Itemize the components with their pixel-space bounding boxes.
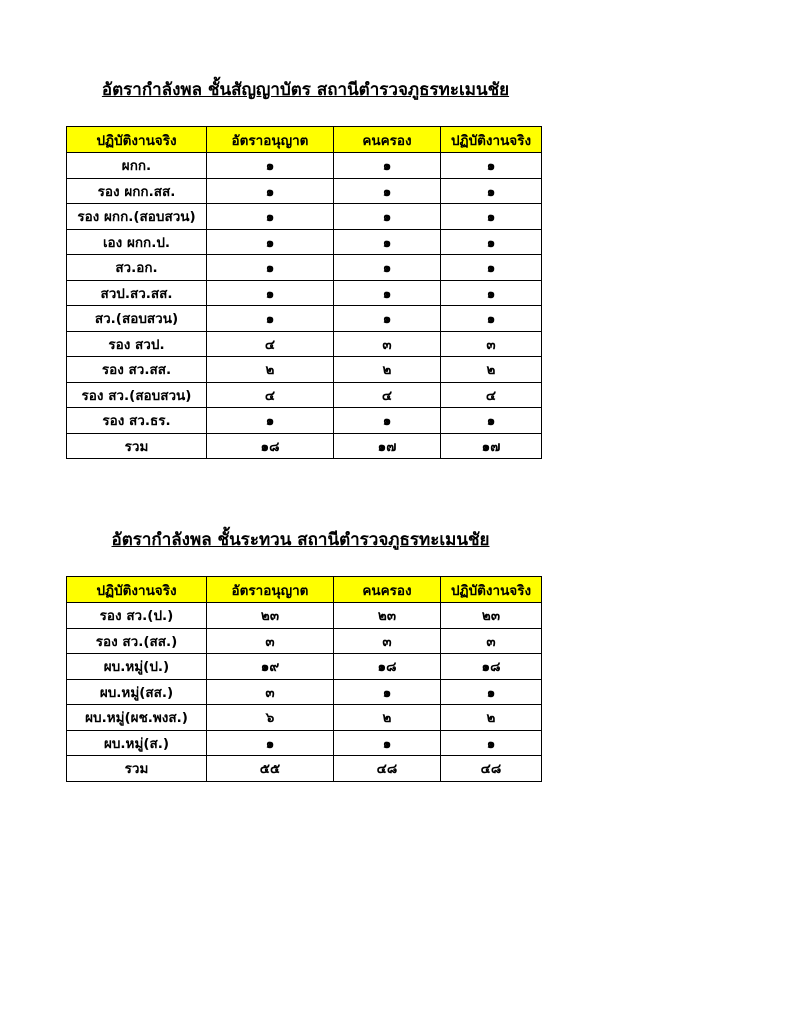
section2-title: อัตรากำลังพล ชั้นระทวน สถานีตำรวจภูธรทะเมนชัย xyxy=(111,530,490,550)
count-cell: ๑ xyxy=(441,153,542,179)
count-cell: ๔ xyxy=(334,382,441,408)
count-cell: ๔ xyxy=(441,382,542,408)
count-cell: ๓ xyxy=(334,628,441,654)
count-cell: ๑ xyxy=(334,178,441,204)
table-row xyxy=(67,178,542,204)
count-cell: ๑ xyxy=(334,204,441,230)
count-cell: ๑ xyxy=(441,178,542,204)
count-cell: ๑๗ xyxy=(441,433,542,459)
count-cell: ๑ xyxy=(334,255,441,281)
count-cell: ๑ xyxy=(207,178,334,204)
position-cell: ผบ.หมู่(สส.) xyxy=(67,679,207,705)
position-cell: รอง ผกก.(สอบสวน) xyxy=(67,204,207,230)
position-cell: รวม xyxy=(67,433,207,459)
table-row xyxy=(67,408,542,434)
column-header: คนครอง xyxy=(334,577,441,603)
column-header: ปฏิบัติงานจริง xyxy=(67,127,207,153)
position-cell: รอง สว.(สอบสวน) xyxy=(67,382,207,408)
section2-table xyxy=(66,576,542,782)
table-row xyxy=(67,255,542,281)
table-row xyxy=(67,382,542,408)
section1-table xyxy=(66,126,542,459)
count-cell: ๑ xyxy=(207,229,334,255)
count-cell: ๒ xyxy=(207,357,334,383)
count-cell: ๑ xyxy=(441,204,542,230)
count-cell: ๓ xyxy=(441,628,542,654)
count-cell: ๓ xyxy=(334,331,441,357)
column-header: ปฏิบัติงานจริง xyxy=(441,127,542,153)
count-cell: ๑๗ xyxy=(334,433,441,459)
count-cell: ๑ xyxy=(207,255,334,281)
count-cell: ๑ xyxy=(441,679,542,705)
count-cell: ๓ xyxy=(207,679,334,705)
count-cell: ๑๘ xyxy=(441,654,542,680)
column-header: ปฏิบัติงานจริง xyxy=(67,577,207,603)
position-cell: รอง ผกก.สส. xyxy=(67,178,207,204)
count-cell: ๓ xyxy=(207,628,334,654)
count-cell: ๑ xyxy=(441,408,542,434)
table-row xyxy=(67,280,542,306)
column-header: ปฏิบัติงานจริง xyxy=(441,577,542,603)
count-cell: ๑ xyxy=(334,280,441,306)
count-cell: ๑ xyxy=(207,730,334,756)
count-cell: ๑ xyxy=(334,408,441,434)
count-cell: ๑๙ xyxy=(207,654,334,680)
total-row xyxy=(67,756,542,782)
table-row xyxy=(67,357,542,383)
count-cell: ๒ xyxy=(441,357,542,383)
table-row xyxy=(67,306,542,332)
table-row xyxy=(67,654,542,680)
count-cell: ๑ xyxy=(334,153,441,179)
table-row xyxy=(67,331,542,357)
count-cell: ๑ xyxy=(207,153,334,179)
count-cell: ๑ xyxy=(207,306,334,332)
position-cell: สว.อก. xyxy=(67,255,207,281)
count-cell: ๑ xyxy=(334,229,441,255)
position-cell: รอง สว.สส. xyxy=(67,357,207,383)
count-cell: ๑ xyxy=(441,306,542,332)
count-cell: ๑๘ xyxy=(334,654,441,680)
table-row xyxy=(67,603,542,629)
column-header: คนครอง xyxy=(334,127,441,153)
table-row xyxy=(67,628,542,654)
position-cell: รอง สว.ธร. xyxy=(67,408,207,434)
count-cell: ๔๘ xyxy=(334,756,441,782)
position-cell: รอง สว.(สส.) xyxy=(67,628,207,654)
table-row xyxy=(67,679,542,705)
count-cell: ๑ xyxy=(207,204,334,230)
position-cell: รอง สวป. xyxy=(67,331,207,357)
position-cell: ผบ.หมู่(ป.) xyxy=(67,654,207,680)
count-cell: ๑ xyxy=(334,730,441,756)
count-cell: ๔๘ xyxy=(441,756,542,782)
table-row xyxy=(67,204,542,230)
section1-title: อัตรากำลังพล ชั้นสัญญาบัตร สถานีตำรวจภูธรทะเมนชัย xyxy=(101,80,510,100)
count-cell: ๑ xyxy=(441,280,542,306)
table-header-row xyxy=(67,577,542,603)
count-cell: ๑ xyxy=(441,255,542,281)
count-cell: ๑๘ xyxy=(207,433,334,459)
count-cell: ๑ xyxy=(441,730,542,756)
position-cell: เอง ผกก.ป. xyxy=(67,229,207,255)
table-row xyxy=(67,229,542,255)
count-cell: ๑ xyxy=(334,679,441,705)
count-cell: ๔ xyxy=(207,331,334,357)
count-cell: ๔ xyxy=(207,382,334,408)
position-cell: รวม xyxy=(67,756,207,782)
position-cell: ผบ.หมู่(ส.) xyxy=(67,730,207,756)
column-header: อัตราอนุญาต xyxy=(207,127,334,153)
count-cell: ๒๓ xyxy=(334,603,441,629)
count-cell: ๖ xyxy=(207,705,334,731)
position-cell: ผกก. xyxy=(67,153,207,179)
total-row xyxy=(67,433,542,459)
count-cell: ๑ xyxy=(207,408,334,434)
count-cell: ๒ xyxy=(441,705,542,731)
column-header: อัตราอนุญาต xyxy=(207,577,334,603)
table-row xyxy=(67,730,542,756)
count-cell: ๒ xyxy=(334,357,441,383)
count-cell: ๑ xyxy=(334,306,441,332)
count-cell: ๕๕ xyxy=(207,756,334,782)
count-cell: ๒๓ xyxy=(441,603,542,629)
position-cell: รอง สว.(ป.) xyxy=(67,603,207,629)
count-cell: ๒ xyxy=(334,705,441,731)
table-row xyxy=(67,705,542,731)
position-cell: ผบ.หมู่(ผช.พงส.) xyxy=(67,705,207,731)
table-header-row xyxy=(67,127,542,153)
count-cell: ๓ xyxy=(441,331,542,357)
count-cell: ๑ xyxy=(207,280,334,306)
count-cell: ๑ xyxy=(441,229,542,255)
position-cell: สว.(สอบสวน) xyxy=(67,306,207,332)
table-row xyxy=(67,153,542,179)
count-cell: ๒๓ xyxy=(207,603,334,629)
position-cell: สวป.สว.สส. xyxy=(67,280,207,306)
